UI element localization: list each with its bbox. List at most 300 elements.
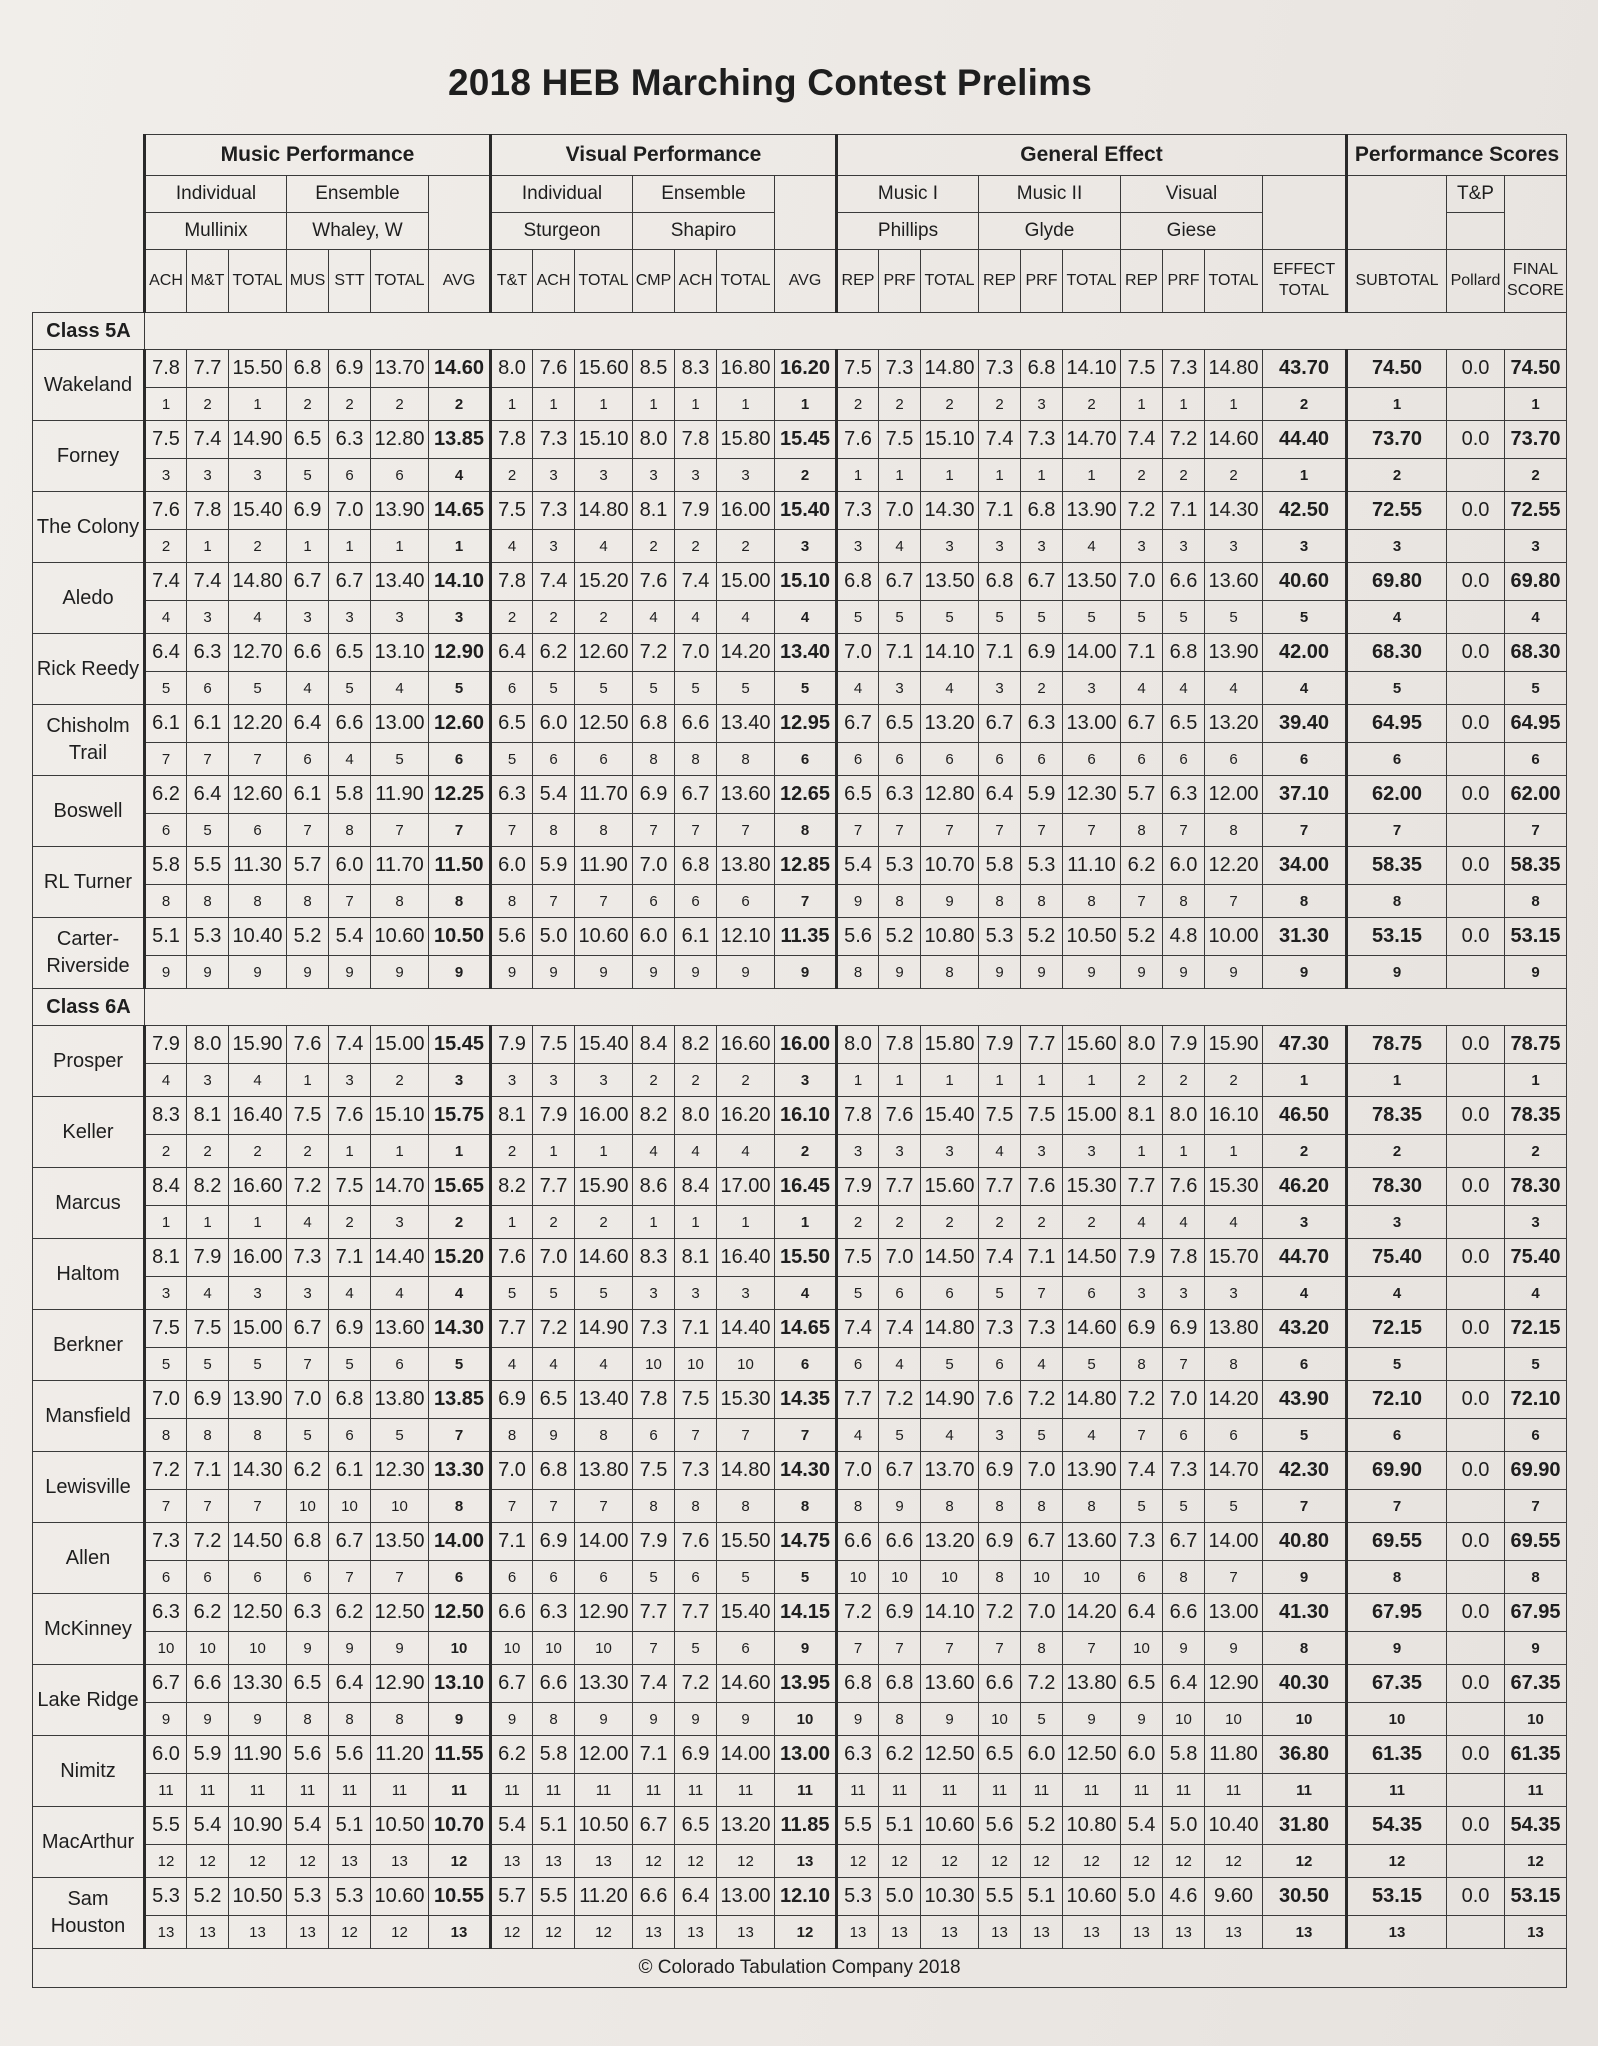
rank-cell: 9: [675, 1703, 717, 1736]
band-rank-row: [33, 601, 1567, 634]
rank-cell: 6: [1121, 1561, 1163, 1594]
rank-cell: 4: [1505, 1277, 1567, 1310]
rank-cell: 9: [879, 1490, 921, 1523]
rank-cell: 6: [429, 743, 491, 776]
score-cell: 12.00: [1205, 776, 1263, 814]
rank-cell: 8: [1347, 885, 1447, 918]
score-cell: 6.7: [1021, 563, 1063, 601]
rank-cell: 1: [329, 530, 371, 563]
score-cell: 6.7: [675, 776, 717, 814]
score-cell: 72.55: [1505, 492, 1567, 530]
score-cell: 44.70: [1263, 1239, 1347, 1277]
rank-cell: 10: [575, 1632, 633, 1665]
score-cell: 7.6: [837, 421, 879, 459]
score-cell: 14.30: [921, 492, 979, 530]
score-cell: 7.2: [633, 634, 675, 672]
rank-cell: 13: [1263, 1916, 1347, 1949]
score-cell: 7.6: [1163, 1168, 1205, 1206]
score-cell: 8.1: [145, 1239, 187, 1277]
score-cell: 7.7: [633, 1594, 675, 1632]
school-name: Forney: [33, 421, 145, 492]
rank-cell: [1447, 530, 1505, 563]
rank-cell: 7: [1021, 814, 1063, 847]
score-cell: 14.50: [229, 1523, 287, 1561]
score-cell: 6.6: [633, 1878, 675, 1916]
score-cell: 13.50: [371, 1523, 429, 1561]
score-cell: 15.10: [371, 1097, 429, 1135]
score-cell: 0.0: [1447, 847, 1505, 885]
rank-cell: 6: [1121, 743, 1163, 776]
rank-cell: 5: [979, 601, 1021, 634]
rank-cell: [1447, 601, 1505, 634]
score-cell: 6.0: [329, 847, 371, 885]
rank-cell: 7: [287, 814, 329, 847]
score-cell: 6.1: [329, 1452, 371, 1490]
score-cell: 8.2: [187, 1168, 229, 1206]
score-cell: 6.3: [1021, 705, 1063, 743]
score-cell: 6.8: [287, 350, 329, 388]
rank-cell: 11: [187, 1774, 229, 1807]
rank-cell: 6: [145, 814, 187, 847]
score-cell: 42.50: [1263, 492, 1347, 530]
class-header-row: [33, 313, 1567, 350]
score-cell: 14.30: [1205, 492, 1263, 530]
rank-cell: 5: [429, 1348, 491, 1381]
score-cell: 7.6: [491, 1239, 533, 1277]
score-cell: 12.50: [429, 1594, 491, 1632]
rank-cell: 8: [1505, 885, 1567, 918]
rank-cell: 5: [1205, 601, 1263, 634]
rank-cell: 4: [1163, 672, 1205, 705]
rank-cell: 1: [921, 459, 979, 492]
rank-cell: 2: [1063, 388, 1121, 421]
score-cell: 15.30: [717, 1381, 775, 1419]
score-cell: 0.0: [1447, 421, 1505, 459]
score-cell: 5.0: [1163, 1807, 1205, 1845]
rank-cell: 5: [491, 743, 533, 776]
score-cell: 6.3: [187, 634, 229, 672]
score-cell: 67.95: [1505, 1594, 1567, 1632]
score-cell: 5.6: [287, 1736, 329, 1774]
rank-cell: 3: [1063, 1135, 1121, 1168]
rank-cell: 10: [921, 1561, 979, 1594]
score-cell: 69.80: [1505, 563, 1567, 601]
rank-cell: 7: [1121, 885, 1163, 918]
score-cell: 5.3: [1021, 847, 1063, 885]
rank-cell: 12: [229, 1845, 287, 1878]
rank-cell: 1: [229, 388, 287, 421]
rank-cell: 13: [921, 1916, 979, 1949]
score-cell: 0.0: [1447, 1168, 1505, 1206]
score-cell: 69.55: [1347, 1523, 1447, 1561]
score-cell: 7.0: [633, 847, 675, 885]
score-cell: 6.2: [287, 1452, 329, 1490]
rank-cell: 2: [1163, 459, 1205, 492]
score-cell: 62.00: [1347, 776, 1447, 814]
score-cell: 12.70: [229, 634, 287, 672]
rank-cell: 8: [533, 1703, 575, 1736]
rank-cell: 5: [837, 1277, 879, 1310]
rank-cell: 10: [775, 1703, 837, 1736]
score-cell: 13.60: [921, 1665, 979, 1703]
results-table: [32, 134, 1567, 1988]
col-prf: PRF: [1163, 250, 1205, 313]
school-name: Lewisville: [33, 1452, 145, 1523]
header-corner: [33, 135, 145, 313]
rank-cell: 6: [921, 743, 979, 776]
score-cell: 7.2: [1021, 1665, 1063, 1703]
score-cell: 15.00: [1063, 1097, 1121, 1135]
rank-cell: 2: [575, 601, 633, 634]
score-cell: 14.65: [429, 492, 491, 530]
sub-vp-avg-blank: [775, 176, 837, 250]
rank-cell: 13: [1021, 1916, 1063, 1949]
rank-cell: 2: [1505, 459, 1567, 492]
rank-cell: 7: [1163, 814, 1205, 847]
score-cell: 15.75: [429, 1097, 491, 1135]
rank-cell: 4: [1263, 1277, 1347, 1310]
score-cell: 6.2: [145, 776, 187, 814]
rank-cell: 10: [879, 1561, 921, 1594]
rank-cell: 2: [429, 1206, 491, 1239]
score-cell: 13.70: [371, 350, 429, 388]
rank-cell: 3: [187, 601, 229, 634]
rank-cell: 1: [1505, 388, 1567, 421]
score-cell: 10.30: [921, 1878, 979, 1916]
rank-cell: 5: [879, 601, 921, 634]
score-cell: 6.4: [491, 634, 533, 672]
rank-cell: 2: [1021, 1206, 1063, 1239]
score-cell: 7.6: [1021, 1168, 1063, 1206]
rank-cell: 11: [675, 1774, 717, 1807]
rank-cell: 12: [371, 1916, 429, 1949]
score-cell: 53.15: [1347, 918, 1447, 956]
rank-cell: 10: [187, 1632, 229, 1665]
score-cell: 6.9: [1121, 1310, 1163, 1348]
rank-cell: 13: [287, 1916, 329, 1949]
score-cell: 10.60: [575, 918, 633, 956]
rank-cell: 3: [837, 530, 879, 563]
score-cell: 7.9: [1121, 1239, 1163, 1277]
score-cell: 15.30: [1063, 1168, 1121, 1206]
score-cell: 15.20: [429, 1239, 491, 1277]
score-cell: 7.3: [837, 492, 879, 530]
judge-sturgeon: Sturgeon: [491, 213, 633, 250]
rank-cell: 6: [837, 743, 879, 776]
rank-cell: 4: [717, 1135, 775, 1168]
score-cell: 14.50: [1063, 1239, 1121, 1277]
score-cell: 14.90: [921, 1381, 979, 1419]
rank-cell: 6: [329, 459, 371, 492]
rank-cell: 7: [979, 1632, 1021, 1665]
score-cell: 0.0: [1447, 918, 1505, 956]
rank-cell: 13: [979, 1916, 1021, 1949]
rank-cell: 12: [491, 1916, 533, 1949]
score-cell: 14.80: [575, 492, 633, 530]
score-cell: 8.0: [187, 1026, 229, 1064]
score-cell: 5.2: [879, 918, 921, 956]
sub-ge-music-1: Music I: [837, 176, 979, 213]
rank-cell: 12: [287, 1845, 329, 1878]
rank-cell: 8: [1121, 1348, 1163, 1381]
score-cell: 15.30: [1205, 1168, 1263, 1206]
rank-cell: 8: [879, 885, 921, 918]
rank-cell: 8: [979, 1561, 1021, 1594]
rank-cell: 5: [775, 672, 837, 705]
rank-cell: 9: [187, 956, 229, 989]
score-cell: 13.60: [1205, 563, 1263, 601]
score-cell: 74.50: [1347, 350, 1447, 388]
rank-cell: 5: [329, 672, 371, 705]
rank-cell: 10: [429, 1632, 491, 1665]
rank-cell: 8: [429, 885, 491, 918]
score-cell: 5.4: [287, 1807, 329, 1845]
rank-cell: 1: [775, 388, 837, 421]
rank-cell: 7: [575, 885, 633, 918]
rank-cell: 2: [1347, 459, 1447, 492]
score-cell: 13.80: [1205, 1310, 1263, 1348]
score-cell: 14.65: [775, 1310, 837, 1348]
score-cell: 15.50: [229, 350, 287, 388]
rank-cell: 12: [575, 1916, 633, 1949]
rank-cell: 12: [837, 1845, 879, 1878]
rank-cell: 11: [287, 1774, 329, 1807]
rank-cell: 9: [675, 956, 717, 989]
rank-cell: 7: [229, 743, 287, 776]
sub-ps-final-blank: [1505, 176, 1567, 250]
school-name: Prosper: [33, 1026, 145, 1097]
band-score-row: [33, 1239, 1567, 1277]
rank-cell: 6: [1063, 743, 1121, 776]
rank-cell: 3: [1263, 1206, 1347, 1239]
score-cell: 7.0: [287, 1381, 329, 1419]
score-cell: 6.5: [491, 705, 533, 743]
rank-cell: 3: [879, 672, 921, 705]
score-cell: 7.5: [187, 1310, 229, 1348]
score-cell: 7.7: [491, 1310, 533, 1348]
rank-cell: [1447, 1348, 1505, 1381]
rank-cell: [1447, 1206, 1505, 1239]
score-cell: 43.70: [1263, 350, 1347, 388]
score-cell: 7.2: [675, 1665, 717, 1703]
rank-cell: 5: [717, 1561, 775, 1594]
rank-cell: 13: [229, 1916, 287, 1949]
score-cell: 10.90: [229, 1807, 287, 1845]
rank-cell: [1447, 459, 1505, 492]
rank-cell: 2: [979, 1206, 1021, 1239]
rank-cell: 12: [187, 1845, 229, 1878]
score-cell: 7.0: [1121, 563, 1163, 601]
rank-cell: 9: [1347, 1632, 1447, 1665]
score-cell: 14.60: [717, 1665, 775, 1703]
rank-cell: 12: [1205, 1845, 1263, 1878]
score-cell: 5.0: [879, 1878, 921, 1916]
score-cell: 6.6: [1163, 1594, 1205, 1632]
score-cell: 5.6: [491, 918, 533, 956]
score-cell: 6.7: [287, 1310, 329, 1348]
col-cmp: CMP: [633, 250, 675, 313]
score-cell: 5.2: [187, 1878, 229, 1916]
score-cell: 6.0: [633, 918, 675, 956]
score-cell: 6.9: [979, 1452, 1021, 1490]
score-cell: 7.8: [633, 1381, 675, 1419]
rank-cell: 1: [1347, 1064, 1447, 1097]
score-cell: 6.7: [287, 563, 329, 601]
rank-cell: 8: [187, 1419, 229, 1452]
score-cell: 6.7: [879, 1452, 921, 1490]
score-cell: 6.6: [879, 1523, 921, 1561]
score-cell: 6.0: [491, 847, 533, 885]
rank-cell: [1447, 1064, 1505, 1097]
score-cell: 5.7: [1121, 776, 1163, 814]
band-score-row: [33, 847, 1567, 885]
score-cell: 67.95: [1347, 1594, 1447, 1632]
rank-cell: 12: [145, 1845, 187, 1878]
score-cell: 11.55: [429, 1736, 491, 1774]
rank-cell: 1: [1263, 459, 1347, 492]
rank-cell: 4: [675, 1135, 717, 1168]
score-cell: 5.6: [329, 1736, 371, 1774]
rank-cell: 2: [1347, 1135, 1447, 1168]
score-cell: 12.20: [1205, 847, 1263, 885]
score-cell: 0.0: [1447, 634, 1505, 672]
rank-cell: 3: [1347, 530, 1447, 563]
score-cell: 6.9: [491, 1381, 533, 1419]
score-cell: 0.0: [1447, 563, 1505, 601]
score-cell: 5.3: [187, 918, 229, 956]
rank-cell: 11: [1021, 1774, 1063, 1807]
rank-cell: 2: [1263, 1135, 1347, 1168]
score-cell: 7.2: [979, 1594, 1021, 1632]
school-name: Mansfield: [33, 1381, 145, 1452]
score-cell: 16.40: [717, 1239, 775, 1277]
rank-cell: 13: [879, 1916, 921, 1949]
rank-cell: 10: [1021, 1561, 1063, 1594]
score-cell: 8.2: [633, 1097, 675, 1135]
rank-cell: 8: [491, 885, 533, 918]
rank-cell: 6: [879, 743, 921, 776]
rank-cell: 2: [329, 388, 371, 421]
score-cell: 15.10: [575, 421, 633, 459]
score-cell: 7.6: [633, 563, 675, 601]
rank-cell: 8: [1505, 1561, 1567, 1594]
score-cell: 8.0: [491, 350, 533, 388]
band-rank-row: [33, 1277, 1567, 1310]
rank-cell: 9: [429, 956, 491, 989]
score-cell: 0.0: [1447, 492, 1505, 530]
rank-cell: 4: [921, 1419, 979, 1452]
rank-cell: 6: [145, 1561, 187, 1594]
score-cell: 16.60: [229, 1168, 287, 1206]
score-cell: 13.60: [371, 1310, 429, 1348]
score-cell: 58.35: [1505, 847, 1567, 885]
rank-cell: 8: [837, 1490, 879, 1523]
score-cell: 7.3: [1163, 1452, 1205, 1490]
score-cell: 10.70: [429, 1807, 491, 1845]
score-cell: 8.1: [1121, 1097, 1163, 1135]
score-cell: 73.70: [1347, 421, 1447, 459]
score-cell: 6.5: [329, 634, 371, 672]
rank-cell: 1: [575, 1135, 633, 1168]
score-cell: 6.2: [533, 634, 575, 672]
sub-vp-ensemble: Ensemble: [633, 176, 775, 213]
rank-cell: 1: [837, 459, 879, 492]
score-cell: 5.4: [187, 1807, 229, 1845]
rank-cell: 3: [533, 1064, 575, 1097]
rank-cell: 9: [837, 1703, 879, 1736]
col-total: TOTAL: [229, 250, 287, 313]
rank-cell: 9: [1205, 956, 1263, 989]
score-cell: 14.20: [717, 634, 775, 672]
score-cell: 53.15: [1505, 1878, 1567, 1916]
band-score-row: [33, 1381, 1567, 1419]
score-cell: 47.30: [1263, 1026, 1347, 1064]
score-cell: 14.50: [921, 1239, 979, 1277]
score-cell: 14.70: [1063, 421, 1121, 459]
rank-cell: 9: [633, 956, 675, 989]
score-cell: 31.30: [1263, 918, 1347, 956]
rank-cell: 9: [371, 956, 429, 989]
band-score-row: [33, 918, 1567, 956]
rank-cell: 9: [717, 956, 775, 989]
score-cell: 6.6: [837, 1523, 879, 1561]
score-cell: 7.4: [675, 563, 717, 601]
rank-cell: 8: [145, 1419, 187, 1452]
rank-cell: 8: [145, 885, 187, 918]
rank-cell: 9: [837, 885, 879, 918]
rank-cell: 3: [491, 1064, 533, 1097]
rank-cell: 5: [533, 1277, 575, 1310]
score-cell: 7.0: [1163, 1381, 1205, 1419]
score-cell: 5.8: [1163, 1736, 1205, 1774]
score-cell: 39.40: [1263, 705, 1347, 743]
score-cell: 15.10: [921, 421, 979, 459]
score-cell: 7.4: [1121, 1452, 1163, 1490]
rank-cell: 5: [1505, 672, 1567, 705]
score-cell: 13.40: [717, 705, 775, 743]
rank-cell: 5: [575, 672, 633, 705]
score-cell: 15.40: [229, 492, 287, 530]
score-cell: 8.1: [675, 1239, 717, 1277]
rank-cell: 9: [879, 956, 921, 989]
score-cell: 7.3: [979, 350, 1021, 388]
rank-cell: 6: [287, 1561, 329, 1594]
rank-cell: 3: [633, 1277, 675, 1310]
score-cell: 6.5: [287, 421, 329, 459]
score-cell: 12.60: [575, 634, 633, 672]
score-cell: 7.2: [145, 1452, 187, 1490]
rank-cell: 4: [633, 1135, 675, 1168]
rank-cell: 6: [633, 1419, 675, 1452]
score-cell: 72.10: [1347, 1381, 1447, 1419]
rank-cell: 1: [329, 1135, 371, 1168]
school-name: Boswell: [33, 776, 145, 847]
rank-cell: 9: [533, 956, 575, 989]
score-cell: 8.0: [1163, 1097, 1205, 1135]
rank-cell: 11: [429, 1774, 491, 1807]
score-cell: 10.50: [371, 1807, 429, 1845]
rank-cell: 4: [1205, 1206, 1263, 1239]
score-cell: 14.80: [1205, 350, 1263, 388]
score-cell: 13.60: [717, 776, 775, 814]
score-cell: 7.1: [979, 634, 1021, 672]
rank-cell: 7: [633, 814, 675, 847]
score-cell: 10.55: [429, 1878, 491, 1916]
score-cell: 15.45: [775, 421, 837, 459]
rank-cell: 5: [633, 1561, 675, 1594]
score-cell: 10.80: [1063, 1807, 1121, 1845]
school-name: Allen: [33, 1523, 145, 1594]
